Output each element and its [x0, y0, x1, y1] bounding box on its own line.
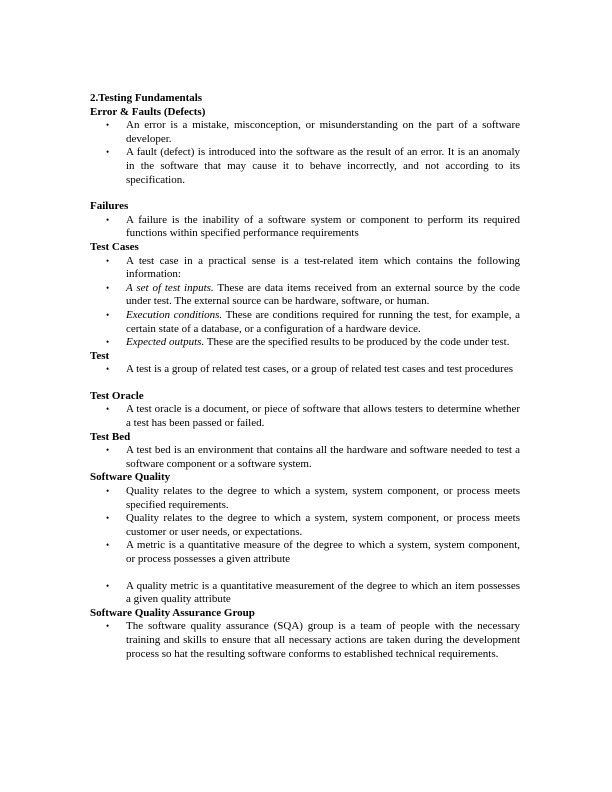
- list-item: • Quality relates to the degree to which a system, system component, or process meets customer or user needs, or expectations.: [106, 512, 520, 538]
- heading-test-oracle: Test Oracle: [90, 389, 144, 402]
- spacer: [90, 567, 520, 580]
- spacer: [90, 377, 520, 390]
- bullet-icon: •: [106, 120, 110, 131]
- list-test-cases: [90, 255, 520, 350]
- list-item: • A test is a group of related test cases, or a group of related test cases and test procedures: [106, 363, 514, 376]
- heading-error-faults: Error & Faults (Defects): [90, 105, 206, 118]
- list-software-quality-cont: [90, 580, 520, 607]
- bullet-icon: •: [106, 580, 110, 591]
- list-item: • A test oracle is a document, or piece of software that allows testers to determine whether a test has been passed or failed.: [106, 403, 520, 430]
- bullet-icon: •: [106, 621, 110, 632]
- bullet-icon: •: [106, 540, 110, 551]
- document-page: [90, 92, 520, 661]
- bullet-icon: •: [106, 364, 110, 375]
- bullet-icon: •: [106, 404, 110, 415]
- list-test: [90, 363, 520, 377]
- heading-test-bed: Test Bed: [90, 430, 131, 443]
- bullet-icon: •: [106, 513, 110, 524]
- list-item: • Execution conditions. These are conditions required for running the test, for example, a certain state of a database, or a configuration of a hardware device.: [106, 308, 521, 335]
- list-software-quality: [90, 485, 520, 567]
- list-item: • Quality relates to the degree to which a system, system component, or process meets specified requirements.: [106, 485, 520, 511]
- list-item: • A metric is a quantitative measure of the degree to which a system, system component, or process possesses a given attribute: [106, 539, 520, 565]
- list-item: • A fault (defect) is introduced into the software as the result of an error. It is an anomaly in the software that may cause it to behave incorrectly, and not according to its specification.: [106, 146, 520, 186]
- heading-sqa-group: Software Quality Assurance Group: [90, 606, 255, 619]
- bullet-icon: •: [106, 282, 110, 293]
- list-item: • The software quality assurance (SQA) group is a team of people with the necessary training and skills to ensure that all necessary actions are taken during the development process so hat the resulting software conforms to established technical requirements.: [106, 620, 520, 660]
- bullet-icon: •: [106, 147, 110, 158]
- list-error-faults: [90, 119, 520, 187]
- heading-test: Test: [90, 349, 110, 362]
- document-title: 2.Testing Fundamentals: [90, 92, 203, 104]
- heading-failures: Failures: [90, 200, 129, 213]
- heading-software-quality: Software Quality: [90, 471, 171, 484]
- list-item: • A failure is the inability of a software system or component to perform its required functions within specified performance requirements: [106, 213, 520, 240]
- list-test-oracle: [90, 403, 520, 430]
- list-item: • Expected outputs. These are the specified results to be produced by the code under test.: [106, 336, 510, 349]
- list-item: • A test case in a practical sense is a test-related item which contains the following information:: [106, 254, 520, 281]
- list-item: • A set of test inputs. These are data items received from an external source by the code under test. The external source can be hardware, software, or human.: [106, 281, 521, 308]
- bullet-icon: •: [106, 255, 110, 266]
- bullet-icon: •: [106, 309, 110, 320]
- bullet-icon: •: [106, 445, 110, 456]
- list-item: • A test bed is an environment that contains all the hardware and software needed to test a software component or a software system.: [106, 444, 520, 470]
- bullet-icon: •: [106, 214, 110, 225]
- bullet-icon: •: [106, 337, 110, 348]
- bullet-icon: •: [106, 486, 110, 497]
- list-sqa-group: [90, 620, 520, 661]
- list-item: • A quality metric is a quantitative measurement of the degree to which an item possesses a given quality attribute: [106, 579, 520, 606]
- heading-test-cases: Test Cases: [90, 240, 139, 253]
- spacer: [90, 187, 520, 200]
- list-test-bed: [90, 444, 520, 471]
- list-failures: [90, 214, 520, 241]
- list-item: • An error is a mistake, misconception, or misunderstanding on the part of a software developer.: [106, 119, 520, 145]
